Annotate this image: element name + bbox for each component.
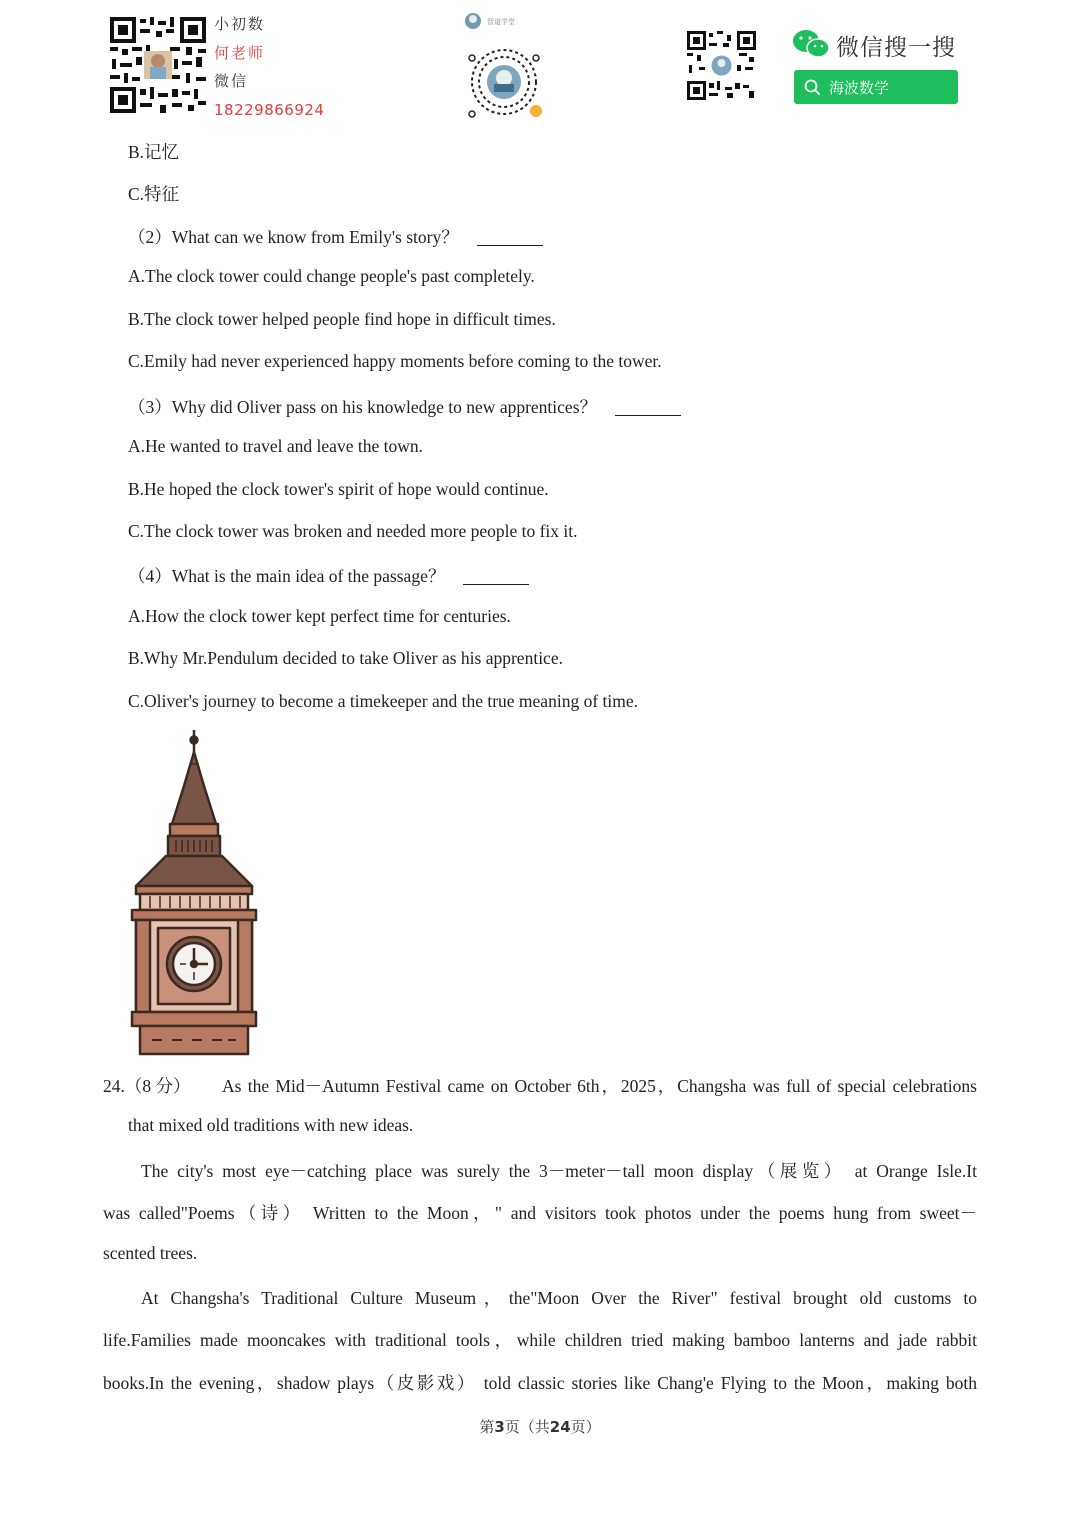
wechat-search-title: 微信搜一搜 [836,35,956,61]
wechat-search-term: 海波数学 [829,78,890,97]
mini-program-code [464,12,546,120]
paragraph-2-line-3: books.In the evening，shadow plays（皮影戏） told classic stories like Chang'e Flying to the Moon，making both [103,1373,977,1393]
paragraph-2-line-1: At Changsha's Traditional Culture Museum，the"Moon Over the River" festival brought old customs to [141,1288,977,1308]
contact-phone: 18229866924 [214,100,325,119]
paragraph-2-line-2: life.Families made mooncakes with traditional tools，while children tried making bamboo lanterns and jade rabbit [103,1330,977,1350]
question-4-option-c: C.Oliver's journey to become a timekeeper and the true meaning of time. [128,691,638,711]
question-3-option-b: B.He hoped the clock tower's spirit of hope would continue. [128,479,549,499]
question-2-stem: （2）What can we know from Emily's story？ [128,227,459,247]
page-footer [0,1416,1080,1437]
question-4-stem: （4）What is the main idea of the passage？ [128,566,446,586]
footer-mid: 页（共 [504,1418,550,1436]
qr-code-icon [110,17,206,113]
option-c-prev: C.特征 [128,184,180,204]
question-2-option-b: B.The clock tower helped people find hope in difficult times. [128,309,556,329]
question-24-intro-line-1: As the Mid－Autumn Festival came on October 6th，2025，Changsha was full of special celebrations [222,1076,977,1096]
question-2-option-c: C.Emily had never experienced happy moments before coming to the tower. [128,351,662,371]
answer-blank[interactable] [615,414,681,416]
footer-suffix: 页） [570,1418,601,1436]
wechat-icon [792,29,830,59]
contact-qr-code [110,17,206,113]
wechat-search-box[interactable] [794,70,958,104]
question-3 [128,394,681,419]
question-4-option-a: A.How the clock tower kept perfect time for centuries. [128,606,511,626]
question-2-option-a: A.The clock tower could change people's past completely. [128,266,535,286]
page-number: 3 [494,1418,505,1436]
question-3-option-a: A.He wanted to travel and leave the town. [128,436,423,456]
question-24-intro-line-2: that mixed old traditions with new ideas. [128,1115,414,1135]
question-4-option-b: B.Why Mr.Pendulum decided to take Oliver as his apprentice. [128,648,563,668]
contact-line-2: 何老师 [214,43,266,62]
option-b-prev: B.记忆 [128,142,180,162]
question-3-stem: （3）Why did Oliver pass on his knowledge to new apprentices？ [128,397,598,417]
contact-info [214,10,324,124]
paragraph-1-line-3: scented trees. [103,1243,198,1263]
qr-code-icon [687,31,756,100]
contact-line-3: 微信 [214,72,249,90]
question-24-number: 24.（8 分） [103,1076,191,1096]
question-3-option-c: C.The clock tower was broken and needed more people to fix it. [128,521,578,541]
page-total: 24 [549,1418,571,1436]
wechat-qr-code [687,31,756,100]
question-2 [128,224,543,249]
mini-program-code-icon [464,12,546,120]
paragraph-1-line-2: was called"Poems（诗） Written to the Moon，" and visitors took photos under the poems hung from sweet－ [103,1203,977,1223]
clock-tower-illustration [128,728,260,1056]
paragraph-1-line-1: The city's most eye－catching place was surely the 3－meter－tall moon display（展览） at Orange Isle.It [141,1161,977,1181]
footer-prefix: 第 [479,1418,495,1436]
answer-blank[interactable] [463,583,529,585]
question-4 [128,563,529,588]
answer-blank[interactable] [477,244,543,246]
search-icon [804,79,821,96]
contact-line-1: 小初数 [214,15,266,33]
mini-program-label: 智道学堂 [487,18,515,26]
